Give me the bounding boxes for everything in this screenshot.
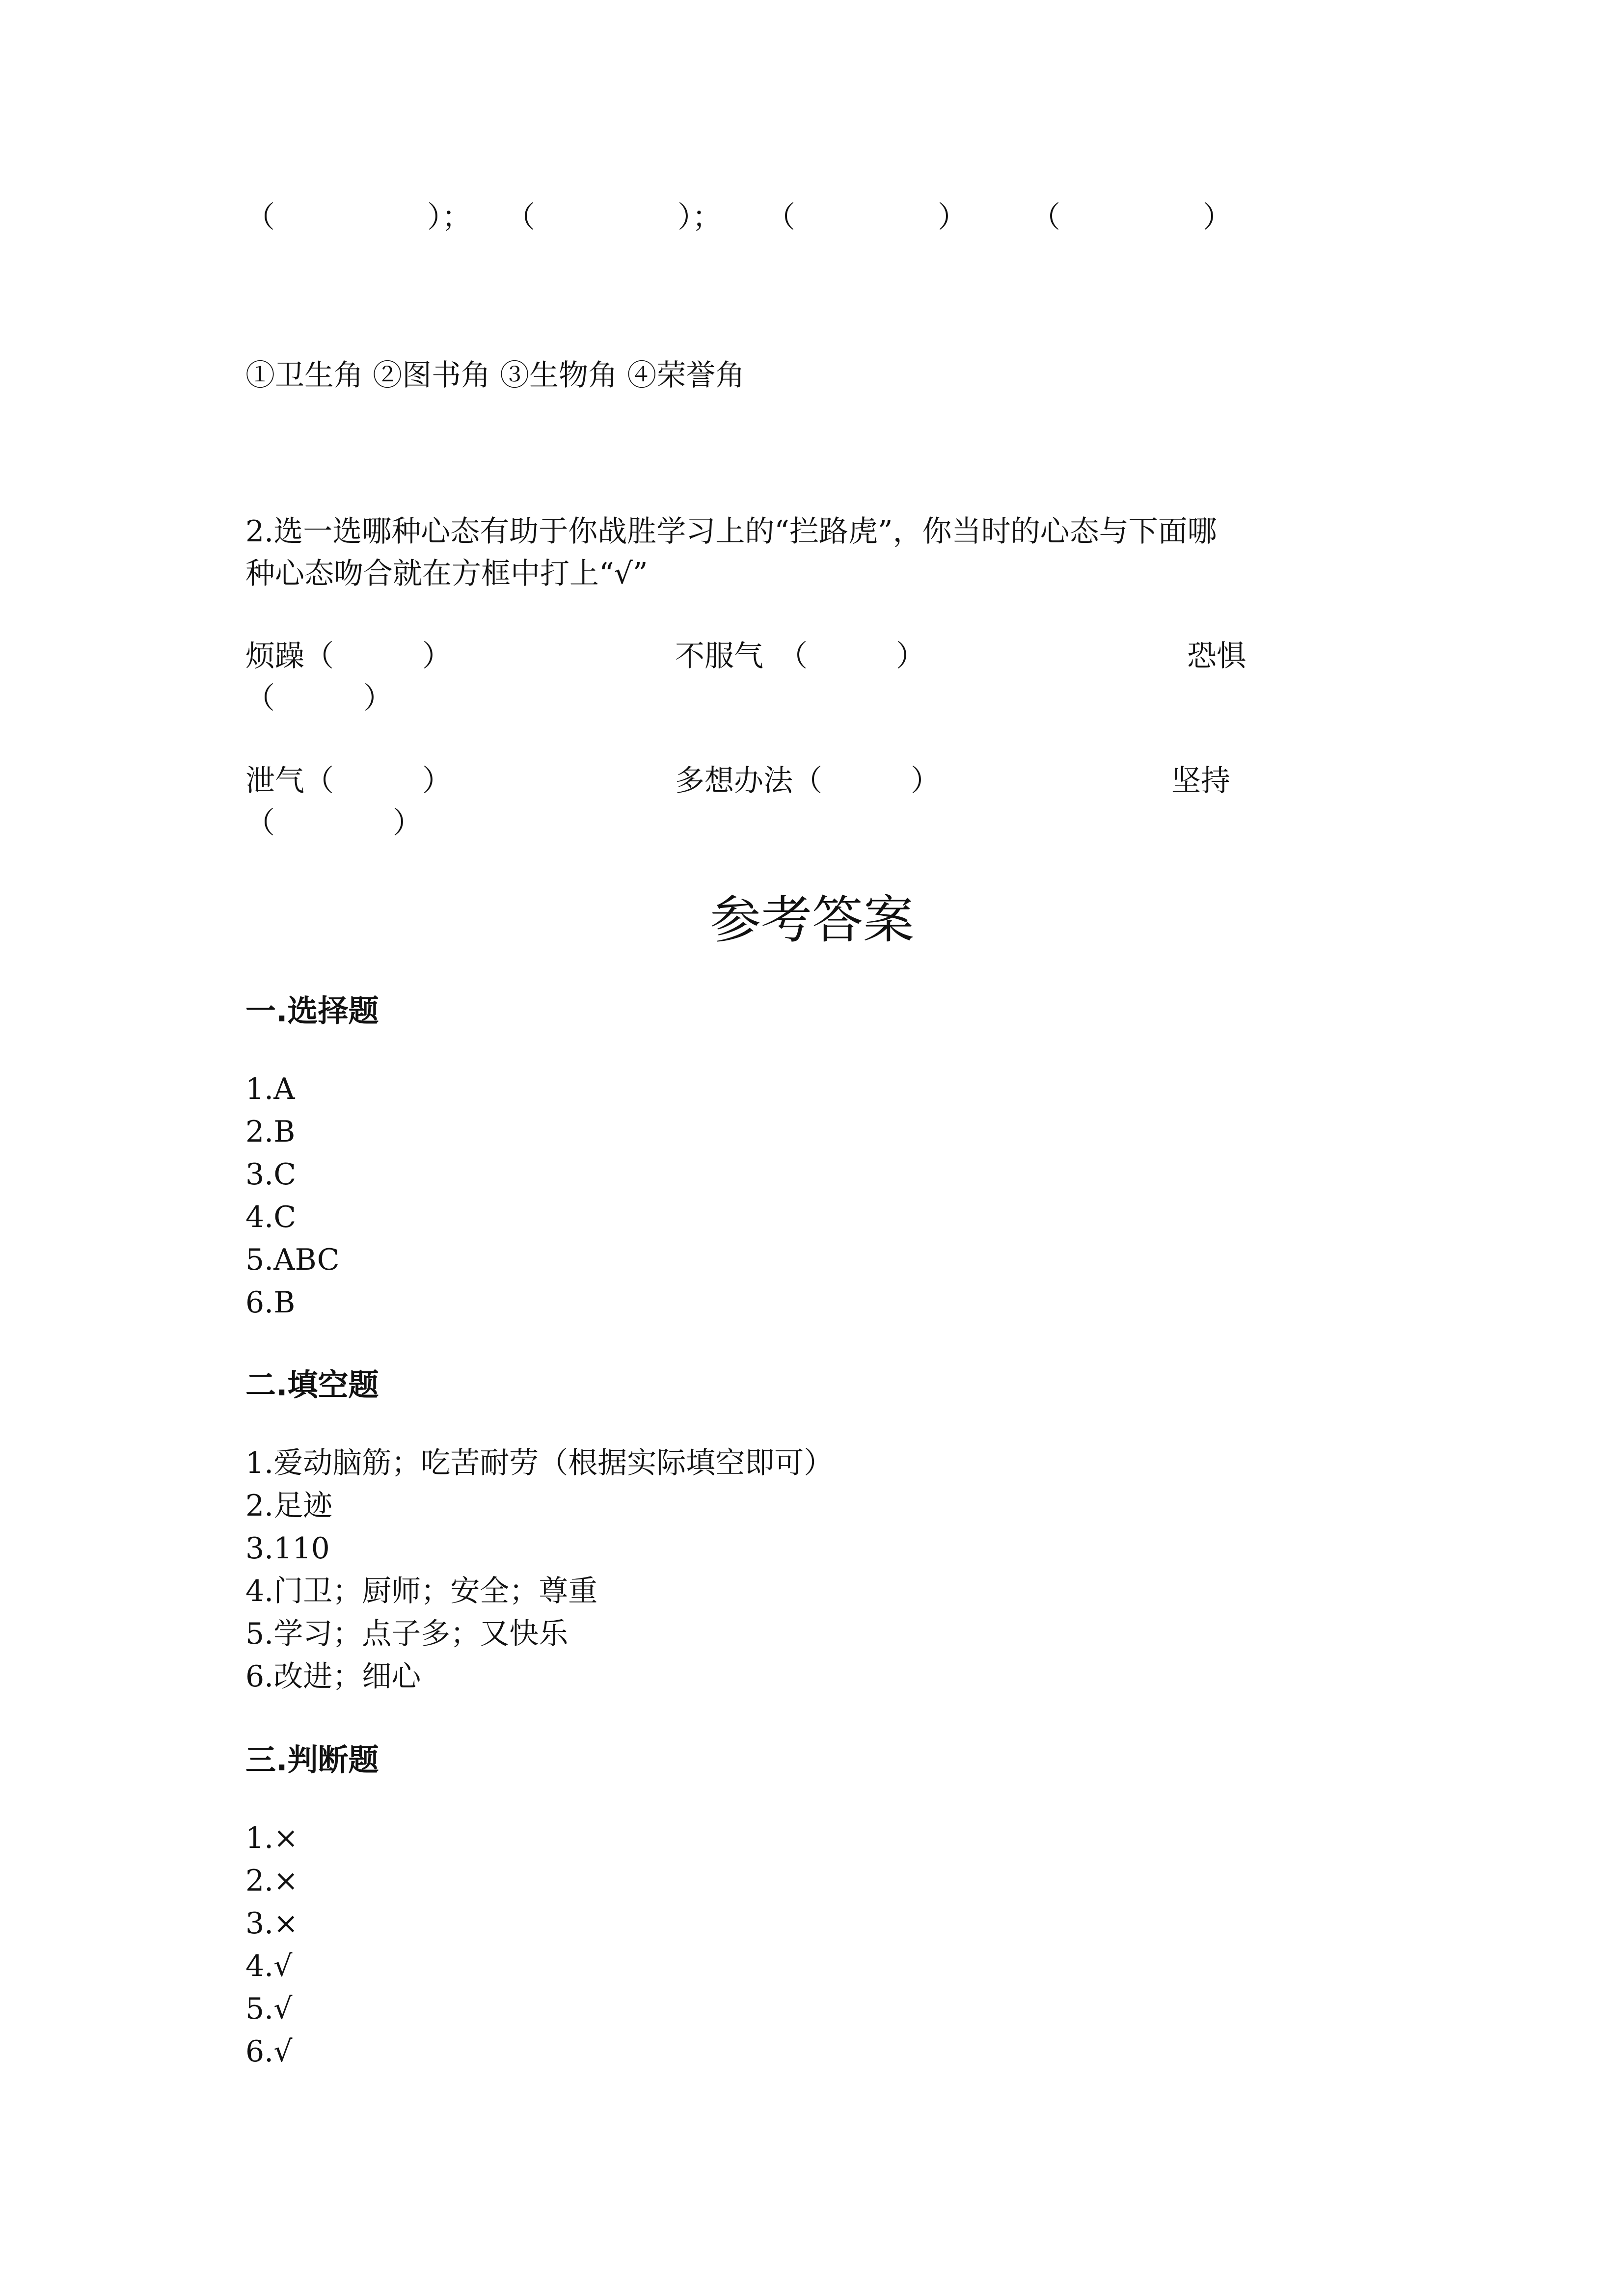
- section-heading-choice: 一.选择题: [245, 993, 379, 1029]
- q2-option-bufuqi: 不服气 （ ）: [675, 639, 925, 673]
- fill-answer: 4.门卫；厨师；安全；尊重: [245, 1574, 598, 1608]
- choice-answer: 3.C: [245, 1157, 297, 1192]
- q1-blank-3-close: ）: [938, 200, 967, 235]
- q1-blank-2: （: [506, 200, 535, 235]
- judge-answer: 2.×: [245, 1864, 298, 1898]
- q2-option-xieqi: 泄气（ ）: [245, 764, 452, 798]
- q1-blank-3: （: [766, 200, 795, 235]
- q1-options: ①卫生角 ②图书角 ③生物角 ④荣誉角: [245, 358, 745, 393]
- judge-answer: 3.×: [245, 1906, 298, 1941]
- section-heading-fill: 二.填空题: [245, 1367, 379, 1403]
- q2-option-fanzao: 烦躁（ ）: [245, 639, 452, 673]
- fill-answer: 5.学习；点子多；又快乐: [245, 1617, 568, 1651]
- q2-option-duoxiangbanfa: 多想办法（ ）: [675, 764, 940, 798]
- choice-answer: 5.ABC: [245, 1243, 340, 1277]
- judge-answer: 4.√: [245, 1949, 293, 1983]
- judge-answer: 5.√: [245, 1992, 293, 2026]
- section-heading-judge: 三.判断题: [245, 1742, 379, 1778]
- answers-title: 参考答案: [709, 890, 914, 950]
- choice-answer: 4.C: [245, 1200, 297, 1234]
- q2-option-kongju: 恐惧: [1187, 639, 1246, 673]
- q1-blank-1-close: ）；: [427, 200, 471, 235]
- choice-answer: 2.B: [245, 1115, 296, 1149]
- q2-option-jianchi: 坚持: [1171, 764, 1230, 798]
- fill-answer: 1.爱动脑筋；吃苦耐劳（根据实际填空即可）: [245, 1446, 834, 1480]
- q1-blank-4-close: ）: [1203, 200, 1232, 235]
- fill-answer: 2.足迹: [245, 1489, 333, 1523]
- judge-answer: 6.√: [245, 2034, 293, 2069]
- q1-blank-4: （: [1031, 200, 1060, 235]
- fill-answer: 6.改进；细心: [245, 1659, 421, 1694]
- q2-option-kongju-blank: （ ）: [245, 681, 393, 716]
- q1-blank-2-close: ）；: [677, 200, 722, 235]
- judge-answer: 1.×: [245, 1821, 298, 1855]
- q2-option-jianchi-blank: （ ）: [245, 806, 422, 840]
- choice-answer: 6.B: [245, 1285, 296, 1320]
- q2-text-line1: 2.选一选哪种心态有助于你战胜学习上的“拦路虎”，你当时的心态与下面哪: [245, 514, 1217, 549]
- q2-text-line2: 种心态吻合就在方框中打上“√”: [245, 557, 648, 591]
- choice-answer: 1.A: [245, 1072, 295, 1106]
- fill-answer: 3.110: [245, 1531, 330, 1566]
- q1-blank-1: （: [245, 200, 275, 235]
